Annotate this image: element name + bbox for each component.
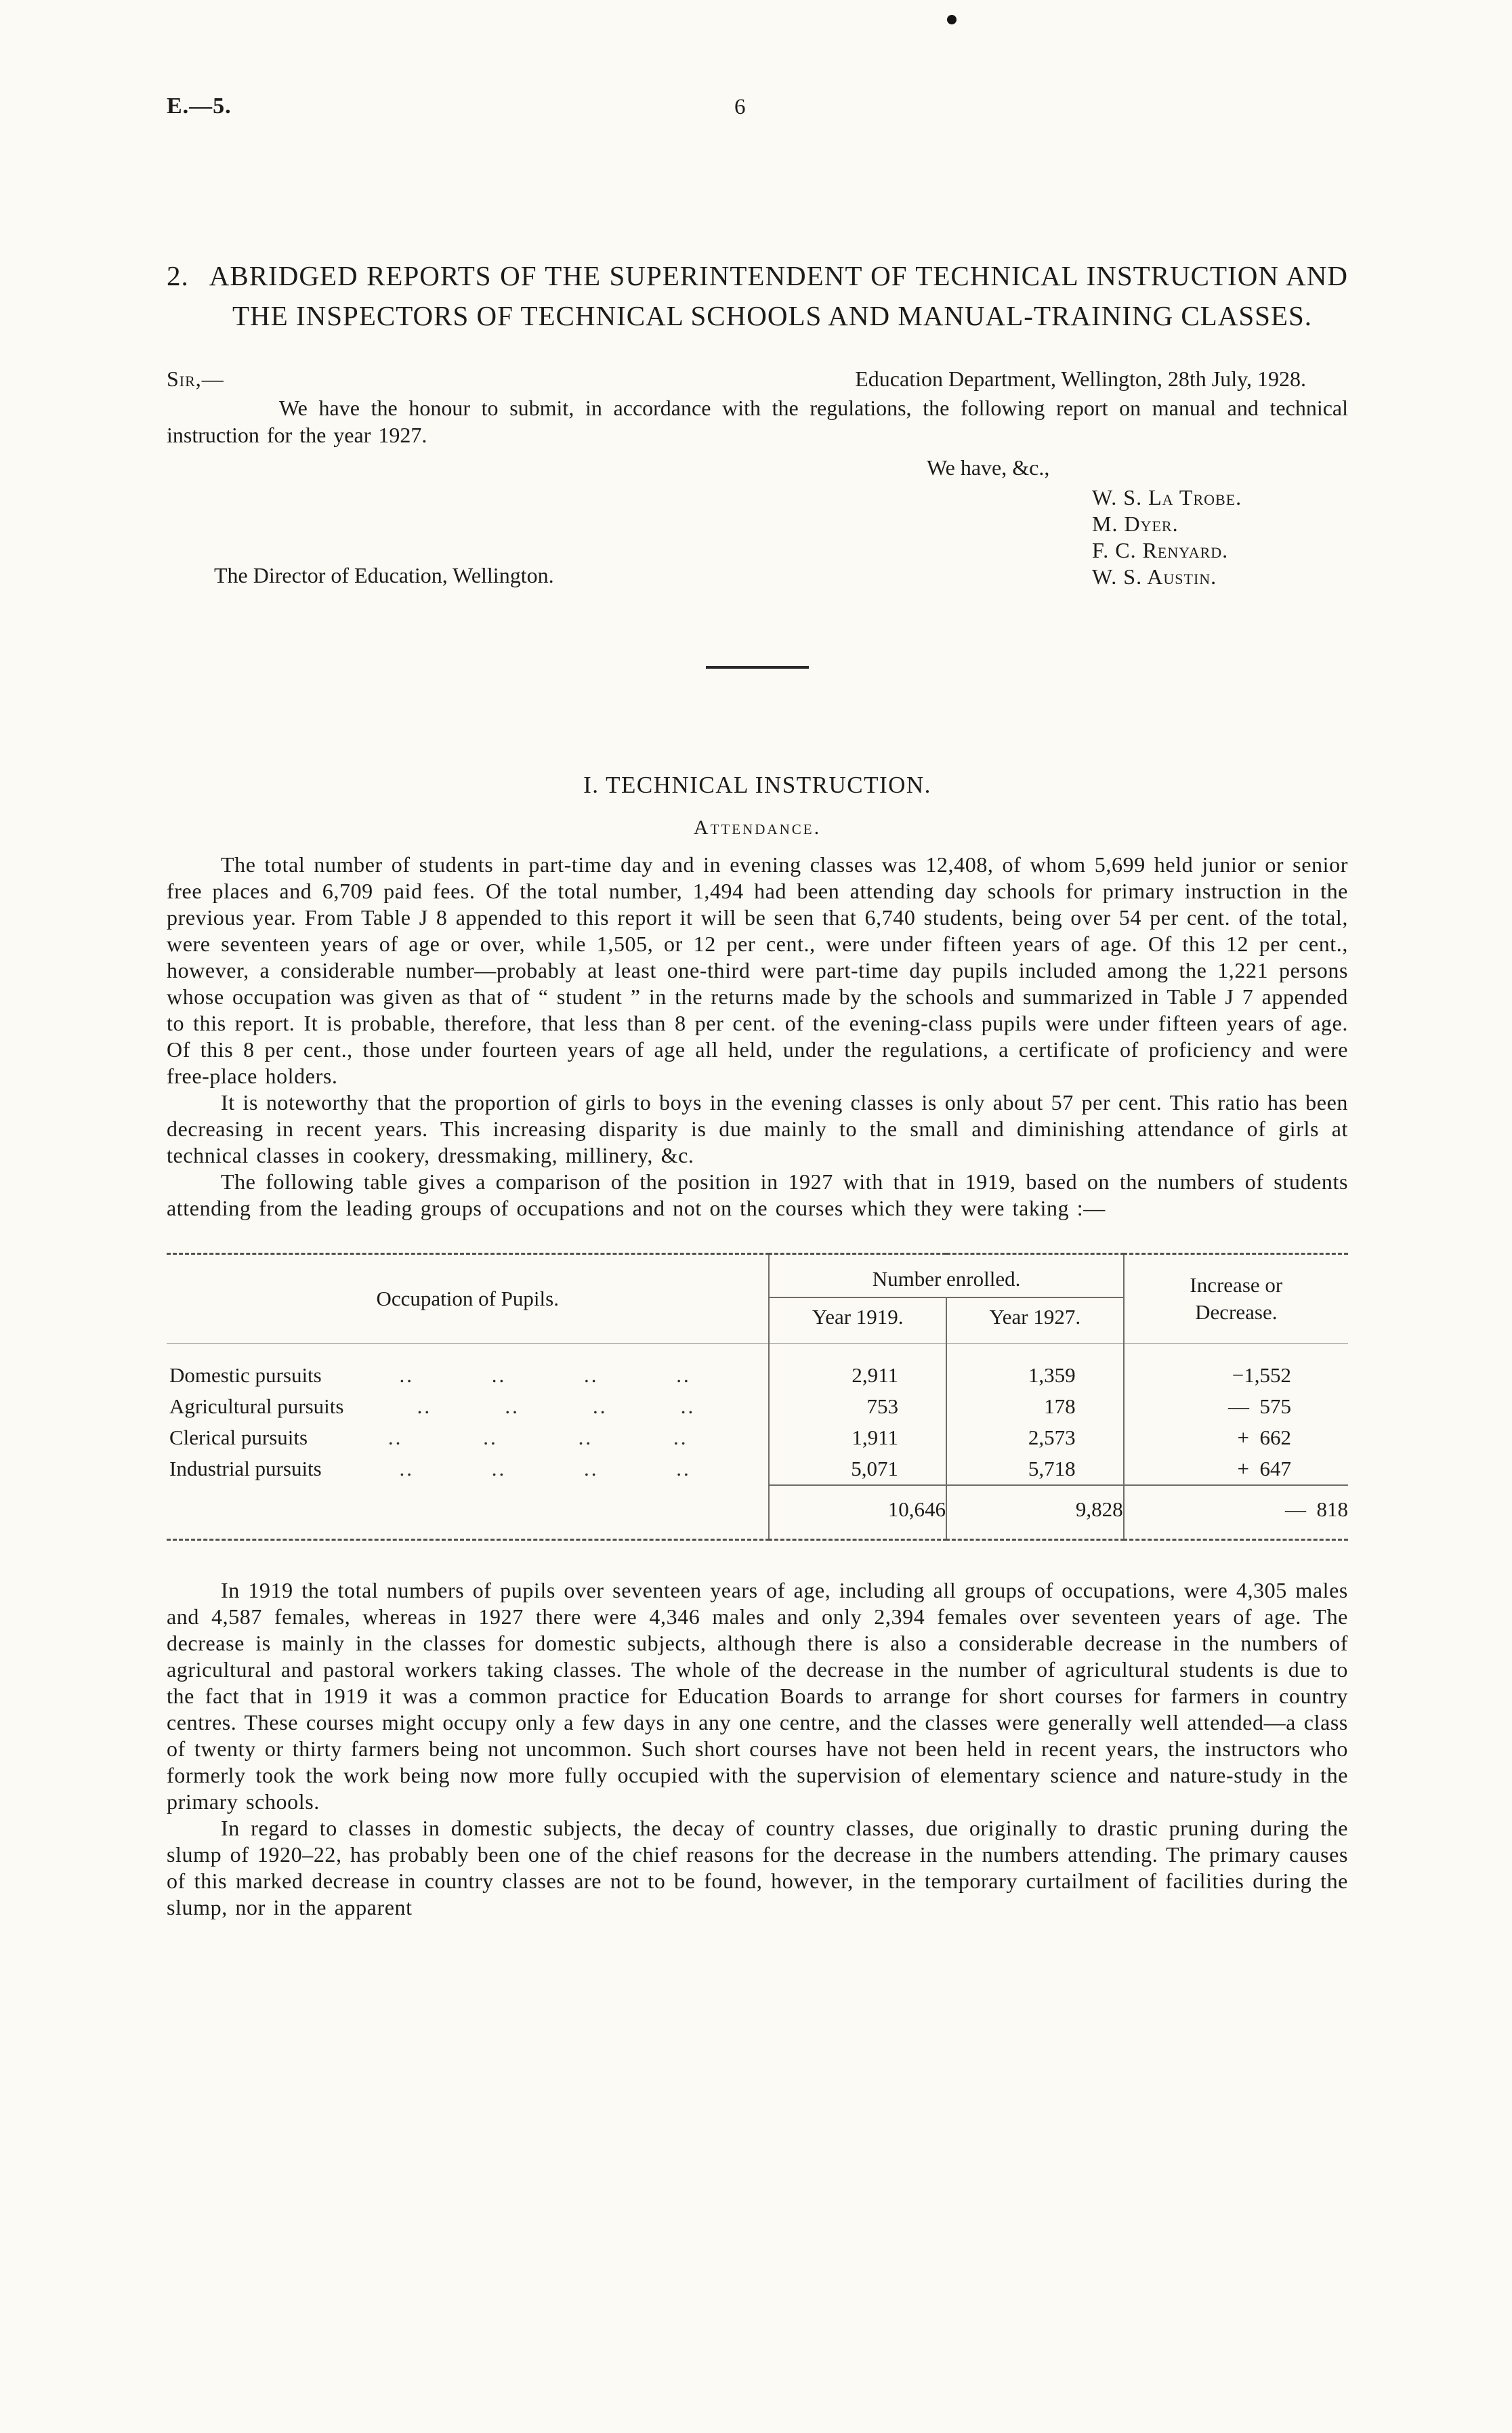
leader-dots: .. — [417, 1394, 432, 1418]
document-reference: E.—5. — [167, 93, 232, 119]
page-number: 6 — [734, 95, 746, 119]
table-total-row — [167, 1485, 1348, 1540]
subsection-heading: Attendance. — [693, 816, 822, 839]
occupation-label: Agricultural pursuits — [169, 1394, 344, 1418]
table-row — [167, 1453, 1348, 1485]
value-1927: 2,573 — [946, 1422, 1124, 1453]
letter-block — [167, 367, 1348, 590]
leader-dots — [322, 1360, 769, 1391]
enrolment-comparison-table — [167, 1253, 1348, 1541]
total-1919: 10,646 — [769, 1485, 946, 1540]
valediction: We have, &c., — [927, 455, 1050, 480]
leader-dots — [308, 1422, 768, 1453]
signature-block — [167, 484, 1348, 590]
table-row — [167, 1422, 1348, 1453]
value-1927: 178 — [946, 1391, 1124, 1422]
dateline: Education Department, Wellington, 28th July, 1928. — [855, 366, 1306, 391]
leader-dots: .. — [578, 1425, 593, 1449]
value-1919: 5,071 — [769, 1453, 946, 1485]
column-header-occupation: Occupation of Pupils. — [376, 1286, 559, 1310]
leader-dots: .. — [387, 1425, 403, 1449]
value-1927: 5,718 — [946, 1453, 1124, 1485]
paragraph-attendance-3: The following table gives a comparison of the position in 1927 with that in 1919, based on the numbers of students attending from the leading groups of occupations and not on the courses which they were taking :— — [167, 1169, 1348, 1220]
addressee-row — [167, 564, 1348, 590]
leader-dots — [343, 1391, 768, 1422]
value-change: + 662 — [1124, 1422, 1348, 1453]
column-header-increase-decrease: Increase or Decrease. — [1124, 1253, 1348, 1343]
paragraph-discussion-2: In regard to classes in domestic subjects, the decay of country classes, due originally to drastic pruning during the slump of 1920–22, has probably been one of the chief reasons for the decrease in the numbers attending. The primary causes of this marked decrease in country classes are not to be found, however, in the temporary curtailment of facilities during the slump, nor in the apparent — [167, 1815, 1348, 1919]
page-header — [167, 93, 1348, 123]
report-title-number: 2. — [167, 260, 189, 291]
signature: W. S. La Trobe. — [1092, 484, 1242, 510]
addressee: The Director of Education, Wellington. — [214, 562, 554, 587]
section-heading: I. TECHNICAL INSTRUCTION. — [583, 771, 931, 798]
value-1919: 2,911 — [769, 1343, 946, 1391]
leader-dots: .. — [491, 1363, 507, 1387]
column-header-year-1919: Year 1919. — [769, 1297, 946, 1344]
table-body — [167, 1343, 1348, 1539]
leader-dots: .. — [673, 1425, 688, 1449]
total-change: — 818 — [1124, 1485, 1348, 1540]
occupation-label: Domestic pursuits — [169, 1363, 322, 1387]
occupation-label: Clerical pursuits — [169, 1425, 308, 1449]
value-change: + 647 — [1124, 1453, 1348, 1485]
table-header — [167, 1253, 1348, 1343]
column-header-number-enrolled: Number enrolled. — [769, 1253, 1123, 1297]
value-1919: 753 — [769, 1391, 946, 1422]
leader-dots: .. — [505, 1394, 520, 1418]
occupation-label: Industrial pursuits — [169, 1456, 322, 1480]
salutation: Sir,— — [167, 366, 224, 391]
value-1919: 1,911 — [769, 1422, 946, 1453]
report-title — [167, 256, 1348, 337]
signature: F. C. Renyard. — [1092, 537, 1229, 562]
leader-dots: .. — [593, 1394, 608, 1418]
letter-body: We have the honour to submit, in accordance with the regulations, the following report on manual and technical instruction for the year 1927. — [167, 395, 1348, 447]
leader-dots — [322, 1453, 769, 1484]
value-change: −1,552 — [1124, 1343, 1348, 1391]
salutation-row — [167, 367, 1348, 392]
leader-dots: .. — [583, 1363, 599, 1387]
signature: M. Dyer. — [1092, 511, 1179, 536]
leader-dots: .. — [483, 1425, 498, 1449]
section-divider-rule — [706, 666, 809, 669]
total-1927: 9,828 — [946, 1485, 1124, 1540]
leader-dots: .. — [676, 1456, 691, 1480]
leader-dots: .. — [676, 1363, 691, 1387]
paragraph-attendance-1: The total number of students in part-time day and in evening classes was 12,408, of whom 5,699 held junior or senior free places and 6,709 paid fees. Of the total number, 1,494 had been attending day schools for primary instruction in the previous year. From Table J 8 appended to this report it will be seen that 6,740 students, being over 54 per cent. of the total, were seventeen years of age or over, while 1,505, or 12 per cent., were under fifteen years of age. Of this 12 per cent., however, a considerable number—probably at least one-third were part-time day pupils included among the 1,221 persons whose occupation was given as that of “ student ” in the returns made by the schools and summarized in Table J 7 appended to this report. It is probable, therefore, that less than 8 per cent. of the evening-class pupils were under fifteen years of age. Of this 8 per cent., those under fourteen years of age all held, under the regulations, a certificate of proficiency and were free-place holders. — [167, 852, 1348, 1088]
signature: W. S. Austin. — [1092, 564, 1217, 589]
value-change: — 575 — [1124, 1391, 1348, 1422]
paragraph-attendance-2: It is noteworthy that the proportion of girls to boys in the evening classes is only about 57 per cent. This ratio has been decreasing in recent years. This increasing disparity is due mainly to the small and diminishing attendance of girls at technical classes in cookery, dressmaking, millinery, &c. — [167, 1089, 1348, 1167]
paragraph-discussion-1: In 1919 the total numbers of pupils over seventeen years of age, including all groups of occupations, were 4,305 males and 4,587 females, whereas in 1927 there were 4,346 males and only 2,394 females over seventeen years of age. The decrease is mainly in the classes for domestic subjects, although there is also a considerable decrease in the numbers of agricultural and pastoral workers taking classes. The whole of the decrease in the number of agricultural students is due to the fact that in 1919 it was a common practice for Education Boards to arrange for short courses for farmers in country centres. These courses might occupy only a few days in any one centre, and the classes were generally well attended—a class of twenty or thirty farmers being not uncommon. Such short courses have not been held in recent years, the instructors who formerly took the work being now more fully occupied with the supervision of elementary science and nature-study in the primary schools. — [167, 1577, 1348, 1814]
report-title-text: ABRIDGED REPORTS OF THE SUPERINTENDENT OF TECHNICAL INSTRUCTION AND THE INSPECTORS OF TECHNICAL SCHOOLS AND MANUAL-TRAINING CLASSES. — [209, 260, 1348, 332]
value-1927: 1,359 — [946, 1343, 1124, 1391]
table-row — [167, 1391, 1348, 1422]
leader-dots: .. — [680, 1394, 696, 1418]
leader-dots: .. — [491, 1456, 507, 1480]
ink-dot-artifact — [947, 15, 957, 24]
leader-dots: .. — [399, 1456, 414, 1480]
leader-dots: .. — [399, 1363, 414, 1387]
table-row — [167, 1343, 1348, 1391]
column-header-year-1927: Year 1927. — [946, 1297, 1124, 1344]
leader-dots: .. — [583, 1456, 599, 1480]
